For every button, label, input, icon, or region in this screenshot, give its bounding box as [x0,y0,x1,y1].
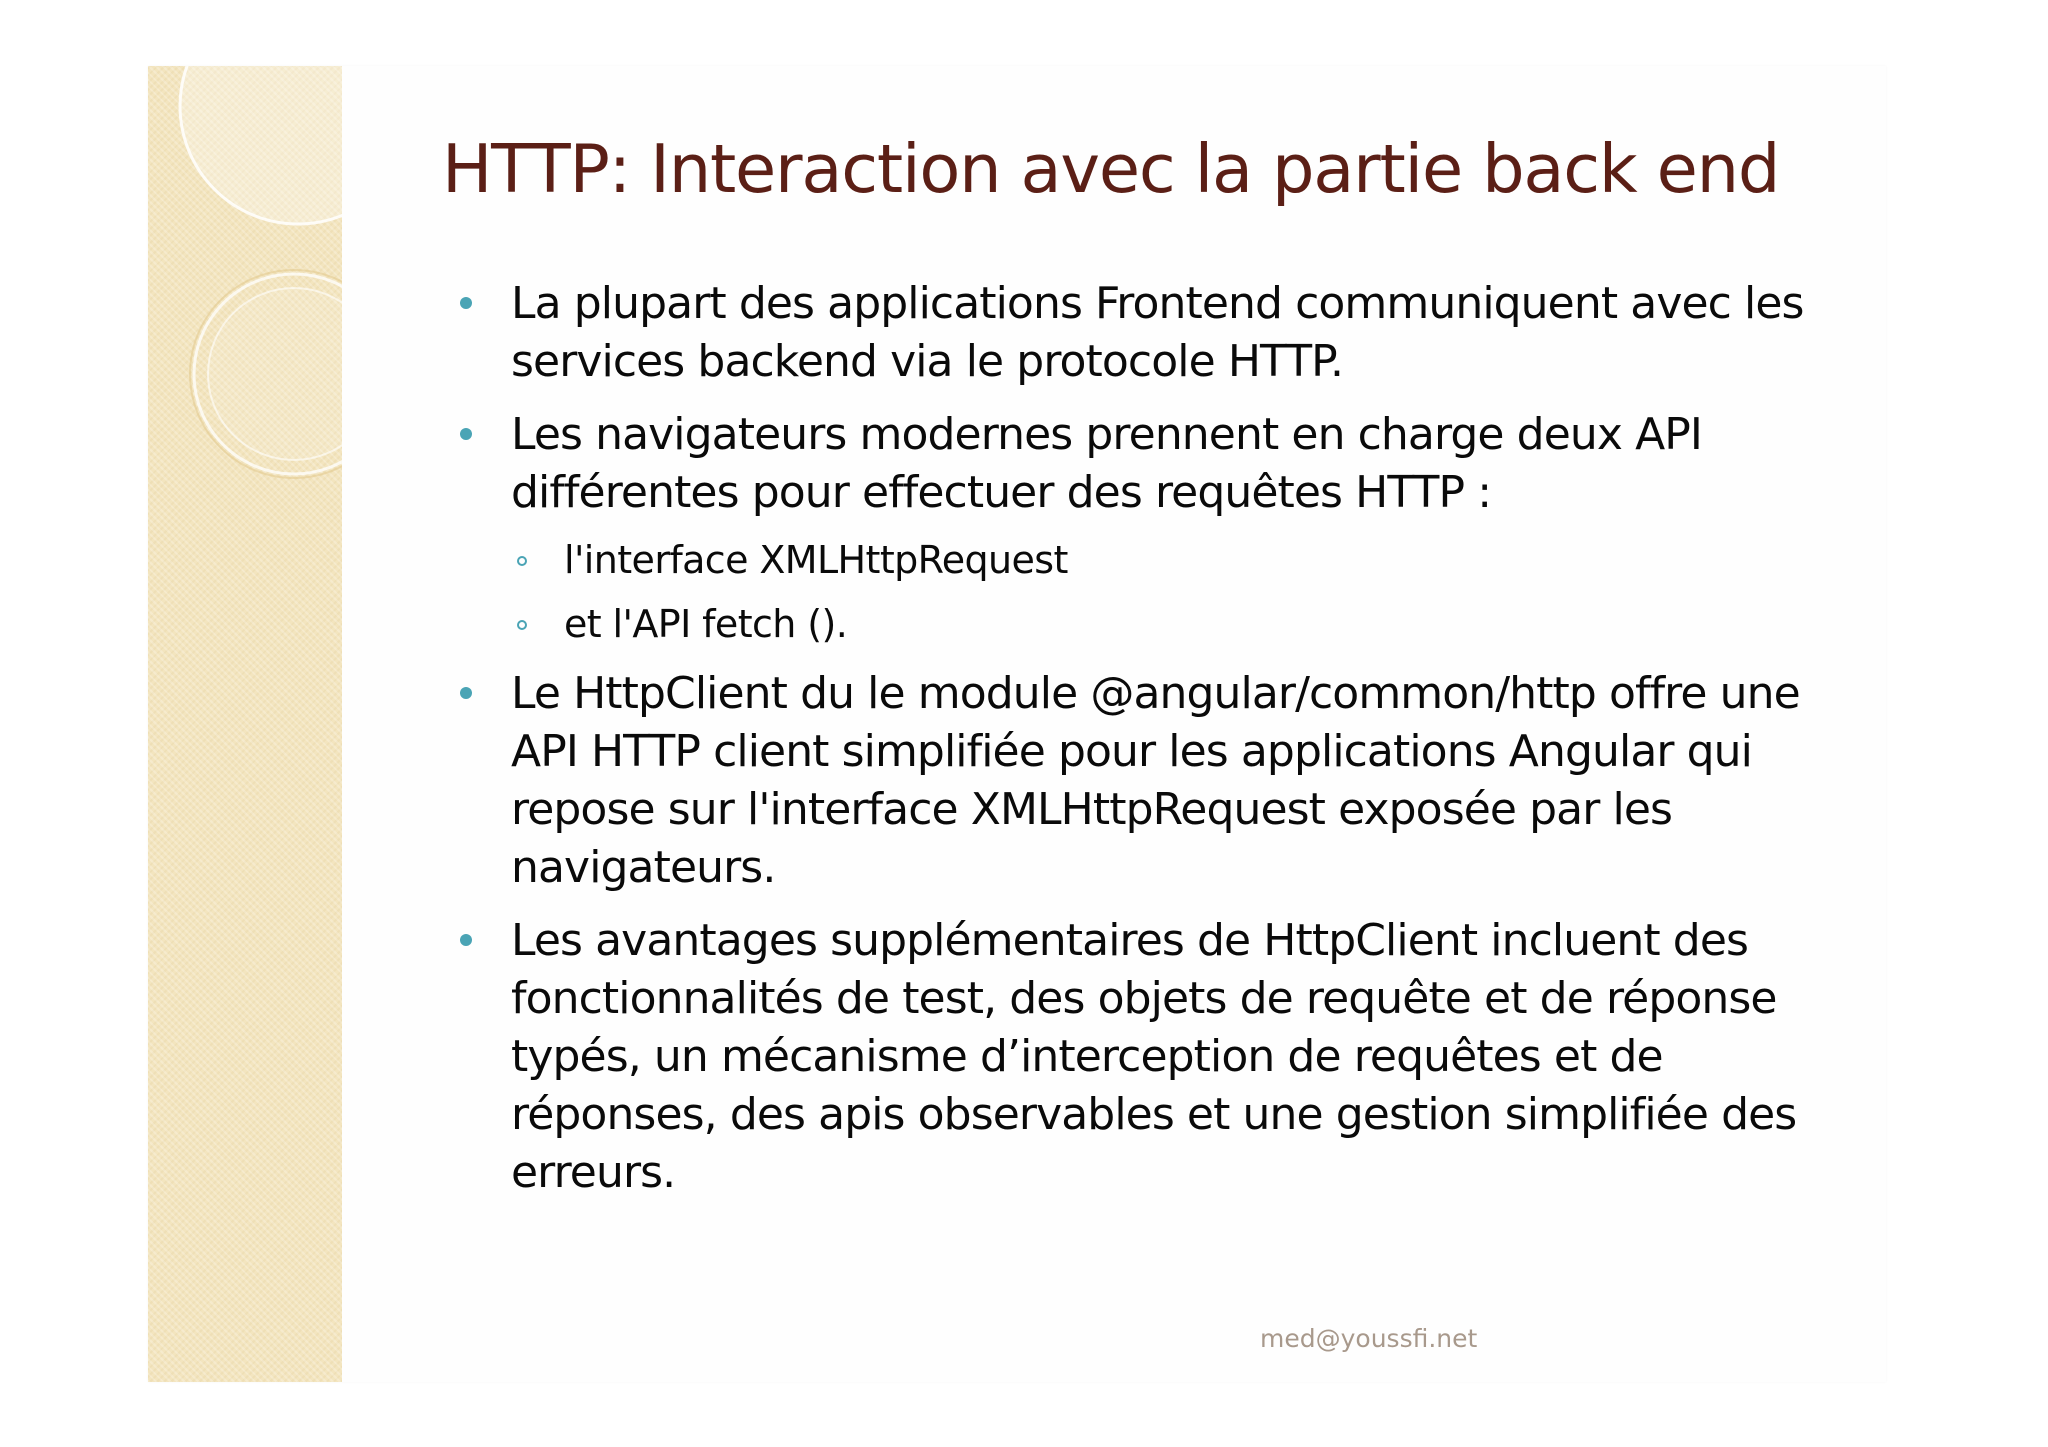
list-item-text: La plupart des applications Frontend communiquent avec les services backend via le protocole HTTP. [511,278,1804,387]
list-item [458,665,1858,897]
sub-list-item [458,599,1858,649]
list-item-text: Les avantages supplémentaires de HttpClient incluent des fonctionnalités de test, des objets de requête et de réponse typés, un mécanisme d’interception de requêtes et de réponses, des apis observables et une gestion simplifiée des erreurs. [511,915,1797,1198]
list-item [458,912,1858,1202]
list-item-text: Le HttpClient du le module @angular/common/http offre une API HTTP client simplifiée pour les applications Angular qui repose sur l'interface XMLHttpRequest exposée par les navigateurs. [511,668,1800,893]
list-item [458,406,1858,522]
sub-list-item [458,535,1858,585]
sub-list [458,535,1858,649]
bullet-dot-icon [460,428,472,440]
slide-title: HTTP: Interaction avec la partie back end [442,130,1780,208]
decorative-side-band [148,66,342,1382]
list-item [458,275,1858,391]
sub-list-item-text: l'interface XMLHttpRequest [564,538,1068,582]
list-item-text: Les navigateurs modernes prennent en charge deux API différentes pour effectuer des requêtes HTTP : [511,409,1703,518]
bullet-dot-icon [460,297,472,309]
bullet-dot-icon [460,934,472,946]
footer-email: med@youssfi.net [1260,1324,1478,1353]
hollow-bullet-icon [517,620,527,630]
hollow-bullet-icon [517,556,527,566]
sub-list-item-text: et l'API fetch (). [564,602,848,646]
decorative-circles-icon [148,66,342,1382]
bullet-dot-icon [460,687,472,699]
bullet-list [458,275,1858,1217]
